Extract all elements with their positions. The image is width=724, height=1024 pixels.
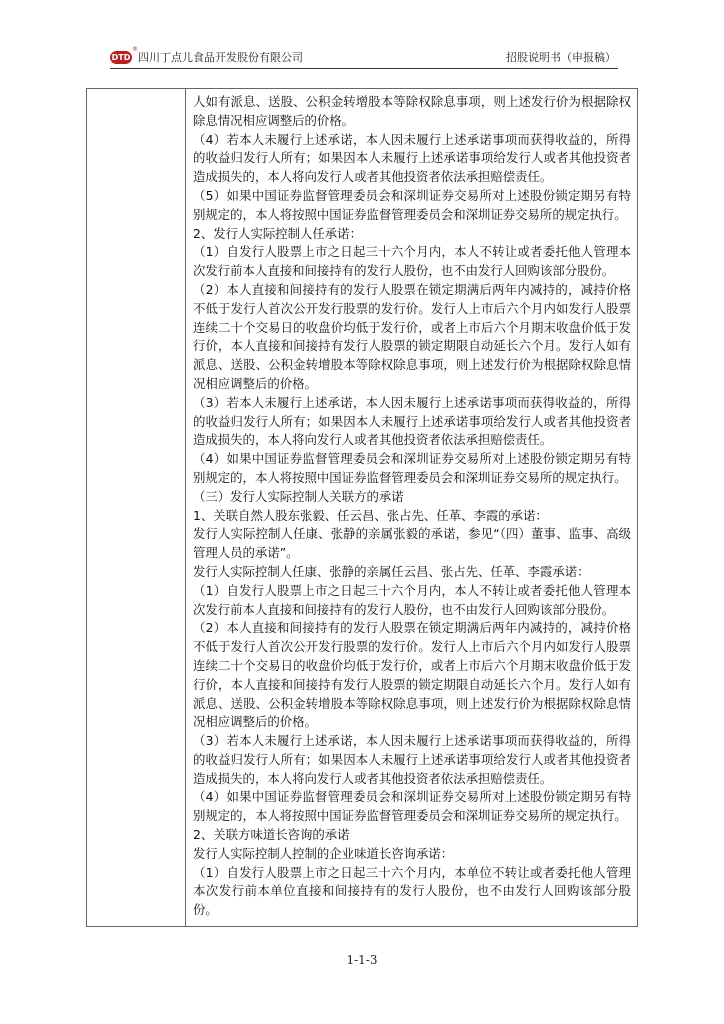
paragraph: （4）如果中国证券监督管理委员会和深圳证券交易所对上述股份锁定期另有特别规定的，本人将按照中国证券监督管理委员会和深圳证券交易所的规定执行。	[193, 789, 631, 824]
paragraph: （4）如果中国证券监督管理委员会和深圳证券交易所对上述股份锁定期另有特别规定的，本人将按照中国证券监督管理委员会和深圳证券交易所的规定执行。	[193, 451, 631, 485]
paragraph: （1）自发行人股票上市之日起三十六个月内，本单位不转让或者委托他人管理本次发行前本单位直接和间接持有的发行人股份，也不由发行人回购该部分股份。	[193, 864, 631, 918]
paragraph: 发行人实际控制人控制的企业味道长咨询承诺：	[193, 845, 454, 861]
paragraph: （3）若本人未履行上述承诺，本人因未履行上述承诺事项而获得收益的，所得的收益归发行人所有；如果因本人未履行上述承诺事项给发行人或者其他投资者造成损失的，本人将向发行人或者其他投资者依法承担赔偿责任。	[193, 394, 631, 448]
paragraph: 发行人实际控制人任康、张静的亲属任云昌、张占先、任革、李霞承诺：	[193, 563, 590, 579]
paragraph: （2）本人直接和间接持有的发行人股票在锁定期满后两年内减持的，减持价格不低于发行人首次公开发行股票的发行价。发行人上市后六个月内如发行人股票连续二十个交易日的收盘价均低于发行价，或者上市后六个月期末收盘价低于发行价，本人直接和间接持有发行人股票的锁定期限自动延长六个月。发行人如有派息、送股、公积金转增股本等除权除息事项，则上述发行价为根据除权除息情况相应调整后的价格。	[193, 620, 631, 730]
paragraph: （1）自发行人股票上市之日起三十六个月内，本人不转让或者委托他人管理本次发行前本人直接和间接持有的发行人股份，也不由发行人回购该部分股份。	[193, 244, 631, 279]
document-title: 招股说明书（申报稿）	[506, 51, 616, 64]
paragraph: 人如有派息、送股、公积金转增股本等除权除息事项，则上述发行价为根据除权除息情况相应调整后的价格。	[193, 94, 631, 128]
company-name: 四川丁点儿食品开发股份有限公司	[138, 51, 303, 64]
paragraph: （1）自发行人股票上市之日起三十六个月内，本人不转让或者委托他人管理本次发行前本人直接和间接持有的发行人股份，也不由发行人回购该部分股份。	[193, 582, 631, 617]
section-heading: （三）发行人实际控制人关联方的承诺	[193, 488, 404, 504]
company-logo: DTD	[111, 53, 131, 62]
column-divider	[185, 89, 186, 926]
paragraph: （4）若本人未履行上述承诺，本人因未履行上述承诺事项而获得收益的，所得的收益归发行人所有；如果因本人未履行上述承诺事项给发行人或者其他投资者造成损失的，本人将向发行人或者其他投资者依法承担赔偿责任。	[193, 131, 631, 185]
page-number: 1-1-3	[346, 953, 378, 967]
registered-mark-icon: ®	[132, 46, 138, 53]
section-heading: 1、关联自然人股东张毅、任云昌、张占先、任革、李霞的承诺：	[193, 507, 548, 523]
table-frame	[86, 88, 638, 927]
page-header	[110, 46, 618, 69]
paragraph: （5）如果中国证券监督管理委员会和深圳证券交易所对上述股份锁定期另有特别规定的，本人将按照中国证券监督管理委员会和深圳证券交易所的规定执行。	[193, 187, 631, 222]
paragraph: （2）本人直接和间接持有的发行人股票在锁定期满后两年内减持的，减持价格不低于发行人首次公开发行股票的发行价。发行人上市后六个月内如发行人股票连续二十个交易日的收盘价均低于发行价，或者上市后六个月期末收盘价低于发行价，本人直接和间接持有发行人股票的锁定期限自动延长六个月。发行人如有派息、送股、公积金转增股本等除权除息事项，则上述发行价为根据除权除息情况相应调整后的价格。	[193, 281, 631, 391]
paragraph: 发行人实际控制人任康、张静的亲属张毅的承诺，参见“（四）董事、监事、高级管理人员的承诺”。	[193, 526, 631, 561]
paragraph: （3）若本人未履行上述承诺，本人因未履行上述承诺事项而获得收益的，所得的收益归发行人所有；如果因本人未履行上述承诺事项给发行人或者其他投资者造成损失的，本人将向发行人或者其他投资者依法承担赔偿责任。	[193, 733, 631, 786]
section-heading: 2、发行人实际控制人任承诺：	[193, 225, 362, 241]
section-heading: 2、关联方味道长咨询的承诺	[193, 827, 350, 843]
commitment-text	[193, 93, 631, 920]
